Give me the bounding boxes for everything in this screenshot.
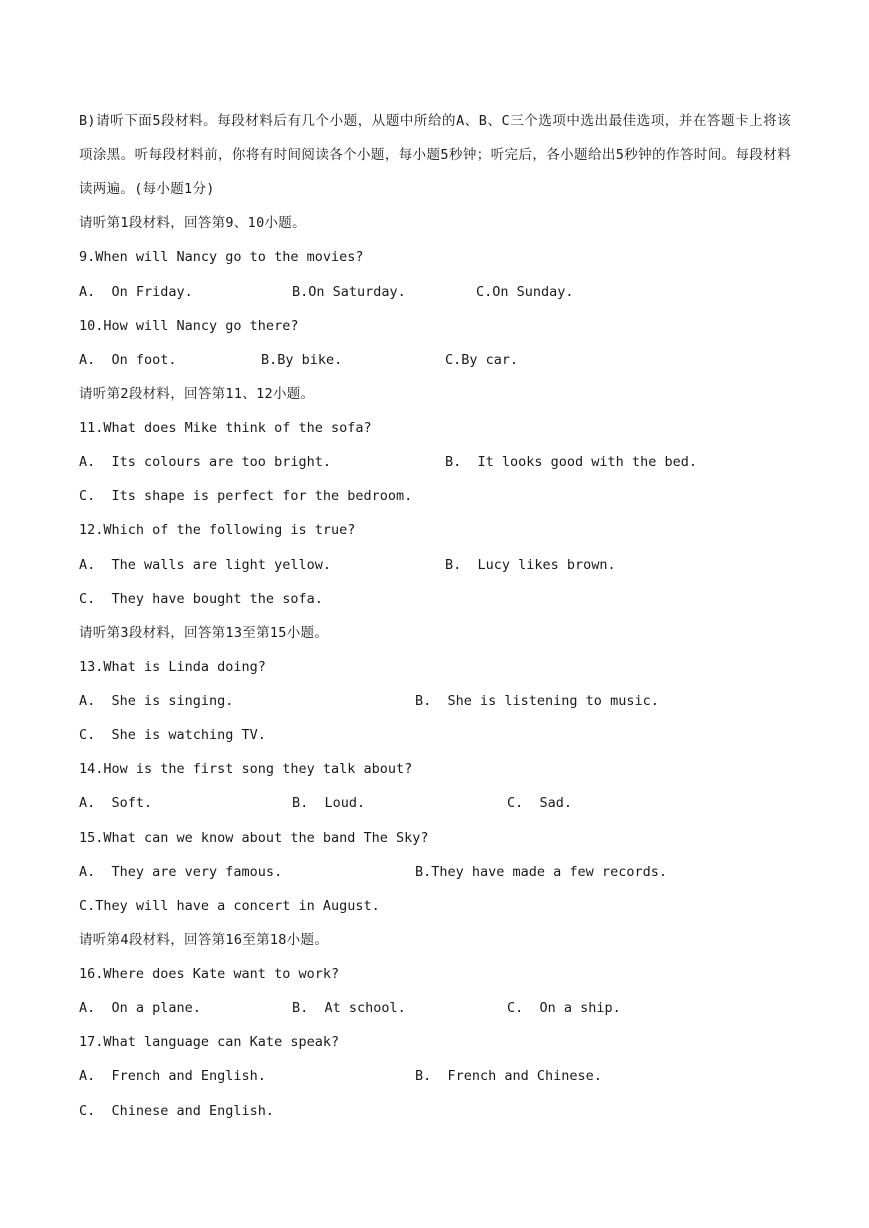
option-c: C.They will have a concert in August.: [79, 898, 380, 914]
question-stem: 14.How is the first song they talk about?: [79, 761, 413, 777]
option-c: C. They have bought the sofa.: [79, 591, 323, 607]
option-c: C.On Sunday.: [476, 284, 574, 300]
option-b: B.By bike.: [261, 352, 343, 368]
section-heading: 请听第2段材料，回答第11、12小题。: [79, 386, 315, 402]
option-b: B. It looks good with the bed.: [445, 454, 697, 470]
option-a: A. Its colours are too bright.: [79, 454, 331, 470]
question-stem: 10.How will Nancy go there?: [79, 318, 299, 334]
option-b: B. She is listening to music.: [415, 693, 659, 709]
option-b: B.They have made a few records.: [415, 864, 667, 880]
option-c: C. Chinese and English.: [79, 1103, 275, 1119]
option-b: B. At school.: [292, 1000, 406, 1016]
section-heading: 请听第3段材料，回答第13至第15小题。: [79, 625, 329, 641]
section-heading: 请听第4段材料，回答第16至第18小题。: [79, 932, 329, 948]
option-a: A. Soft.: [79, 795, 153, 811]
option-c: C. She is watching TV.: [79, 727, 266, 743]
option-b: B. Loud.: [292, 795, 366, 811]
option-a: A. She is singing.: [79, 693, 234, 709]
option-a: A. French and English.: [79, 1068, 266, 1084]
question-stem: 15.What can we know about the band The Sky?: [79, 830, 429, 846]
option-a: A. The walls are light yellow.: [79, 557, 331, 573]
option-c: C. Sad.: [507, 795, 573, 811]
option-a: A. They are very famous.: [79, 864, 283, 880]
listening-instructions: B)请听下面5段材料。每段材料后有几个小题，从题中所给的A、B、C三个选项中选出最佳选项，并在答题卡上将该项涂黑。听每段材料前，你将有时间阅读各个小题，每小题5秒钟；听完后，各小题给出5秒钟的作答时间。每段材料读两遍。(每小题1分): [79, 113, 791, 197]
option-b: B.On Saturday.: [292, 284, 406, 300]
option-b: B. French and Chinese.: [415, 1068, 602, 1084]
option-c: C.By car.: [445, 352, 519, 368]
question-stem: 11.What does Mike think of the sofa?: [79, 420, 372, 436]
section-heading: 请听第1段材料，回答第9、10小题。: [79, 215, 306, 231]
question-stem: 13.What is Linda doing?: [79, 659, 266, 675]
question-stem: 9.When will Nancy go to the movies?: [79, 249, 364, 265]
option-a: A. On a plane.: [79, 1000, 201, 1016]
question-stem: 17.What language can Kate speak?: [79, 1034, 340, 1050]
option-a: A. On foot.: [79, 352, 177, 368]
option-a: A. On Friday.: [79, 284, 193, 300]
option-c: C. On a ship.: [507, 1000, 621, 1016]
question-stem: 12.Which of the following is true?: [79, 522, 356, 538]
question-stem: 16.Where does Kate want to work?: [79, 966, 340, 982]
option-b: B. Lucy likes brown.: [445, 557, 616, 573]
option-c: C. Its shape is perfect for the bedroom.: [79, 488, 413, 504]
